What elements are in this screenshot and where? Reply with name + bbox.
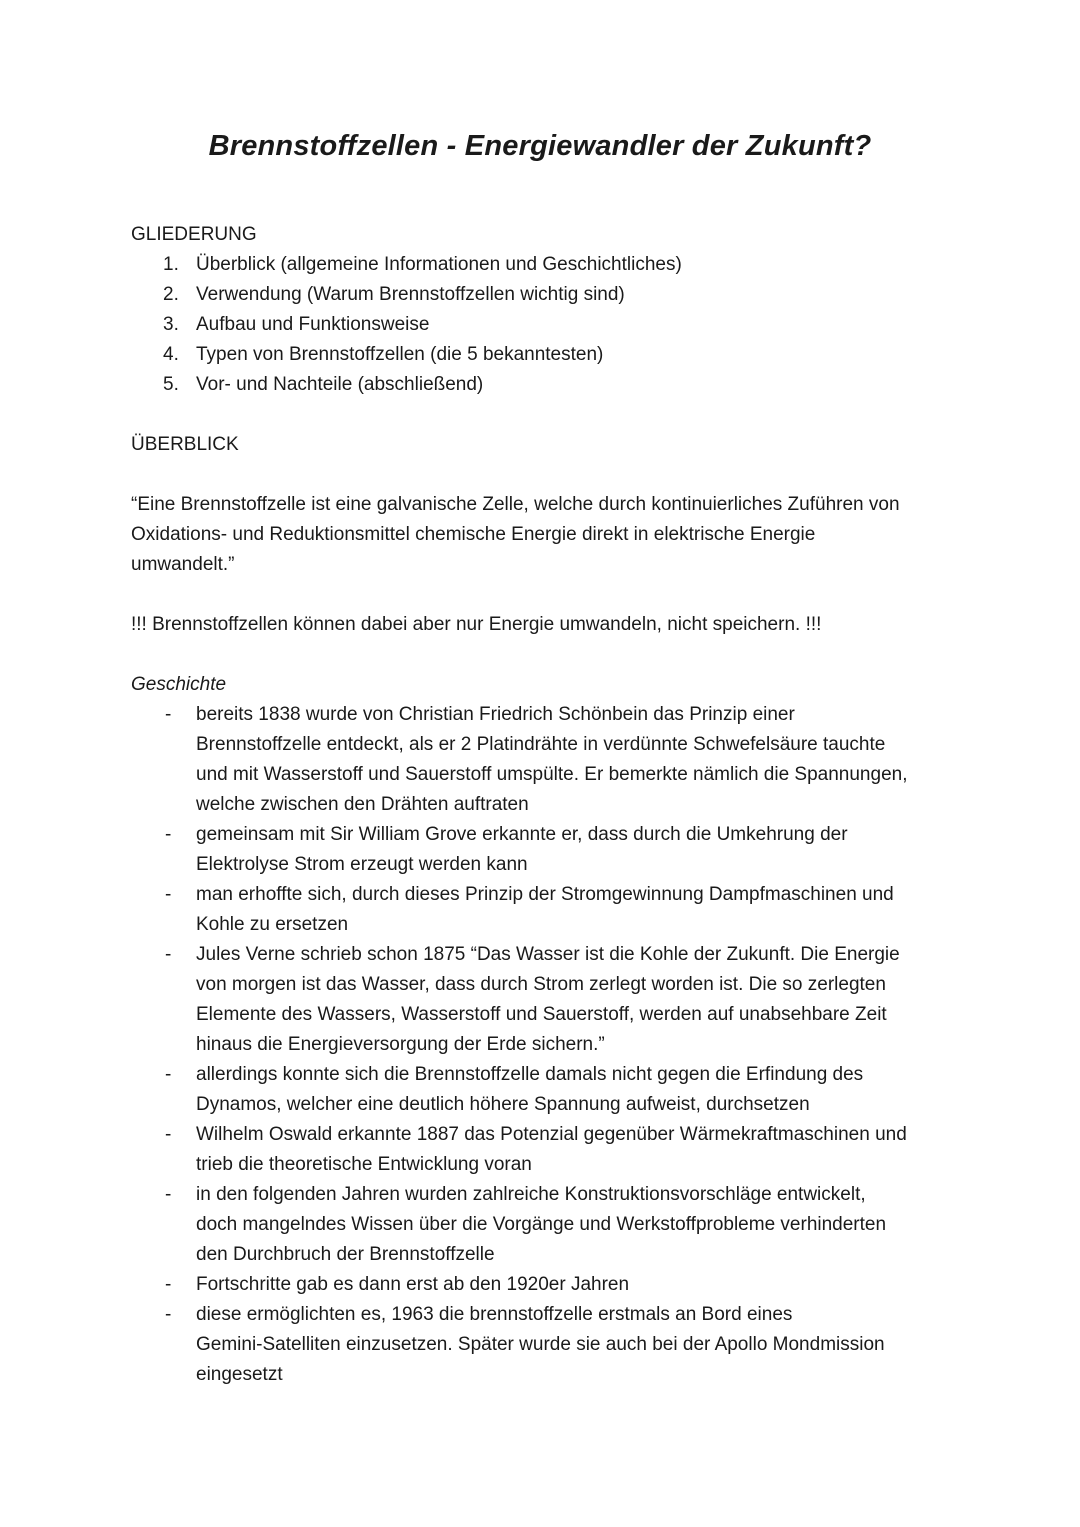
history-line: trieb die theoretische Entwicklung voran xyxy=(196,1154,532,1175)
definition-quote xyxy=(131,490,961,580)
dash-bullet: - xyxy=(165,1184,172,1205)
history-heading: Geschichte xyxy=(131,674,227,695)
history-line: allerdings konnte sich die Brennstoffzelle damals nicht gegen die Erfindung des xyxy=(196,1064,864,1085)
outline-list xyxy=(131,250,961,400)
history-line: Wilhelm Oswald erkannte 1887 das Potenzial gegenüber Wärmekraftmaschinen und xyxy=(196,1124,907,1145)
overview-heading: ÜBERBLICK xyxy=(131,434,239,455)
history-line: bereits 1838 wurde von Christian Friedrich Schönbein das Prinzip einer xyxy=(196,704,795,725)
dash-bullet: - xyxy=(165,824,172,845)
dash-bullet: - xyxy=(165,1274,172,1295)
document-body xyxy=(131,220,961,1390)
outline-item xyxy=(131,340,961,370)
history-line: von morgen ist das Wasser, dass durch Strom zerlegt worden ist. Die so zerlegten xyxy=(196,974,886,995)
outline-item xyxy=(131,250,961,280)
dash-bullet: - xyxy=(165,884,172,905)
history-line: welche zwischen den Drähten auftraten xyxy=(196,794,529,815)
history-line: in den folgenden Jahren wurden zahlreiche Konstruktionsvorschläge entwickelt, xyxy=(196,1184,866,1205)
history-line: Jules Verne schrieb schon 1875 “Das Wasser ist die Kohle der Zukunft. Die Energie xyxy=(196,944,900,965)
outline-item-text: Vor- und Nachteile (abschließend) xyxy=(196,374,484,395)
history-item xyxy=(131,1060,961,1120)
history-line: diese ermöglichten es, 1963 die brennstoffzelle erstmals an Bord eines xyxy=(196,1304,793,1325)
history-line: Elemente des Wassers, Wasserstoff und Sauerstoff, werden auf unabsehbare Zeit xyxy=(196,1004,887,1025)
history-item xyxy=(131,1120,961,1180)
history-line: Brennstoffzelle entdeckt, als er 2 Platindrähte in verdünnte Schwefelsäure tauchte xyxy=(196,734,886,755)
history-line: hinaus die Energieversorgung der Erde sichern.” xyxy=(196,1034,605,1055)
history-item xyxy=(131,1270,961,1300)
history-line: doch mangelndes Wissen über die Vorgänge und Werkstoffprobleme verhinderten xyxy=(196,1214,887,1235)
quote-line: umwandelt.” xyxy=(131,554,235,575)
outline-heading: GLIEDERUNG xyxy=(131,224,257,245)
history-line: Gemini-Satelliten einzusetzen. Später wurde sie auch bei der Apollo Mondmission xyxy=(196,1334,885,1355)
document-title: Brennstoffzellen - Energiewandler der Zukunft? xyxy=(208,130,872,162)
dash-bullet: - xyxy=(165,1064,172,1085)
quote-line: Oxidations- und Reduktionsmittel chemische Energie direkt in elektrische Energie xyxy=(131,524,816,545)
history-line: eingesetzt xyxy=(196,1364,283,1385)
warning-note: !!! Brennstoffzellen können dabei aber nur Energie umwandeln, nicht speichern. !!! xyxy=(131,614,822,635)
dash-bullet: - xyxy=(165,1124,172,1145)
outline-item-number: 2. xyxy=(163,284,179,305)
history-item xyxy=(131,700,961,820)
history-item xyxy=(131,1180,961,1270)
outline-item xyxy=(131,370,961,400)
history-item xyxy=(131,880,961,940)
outline-item-number: 3. xyxy=(163,314,179,335)
outline-item-number: 5. xyxy=(163,374,179,395)
outline-item-number: 1. xyxy=(163,254,179,275)
outline-item-number: 4. xyxy=(163,344,179,365)
history-line: Elektrolyse Strom erzeugt werden kann xyxy=(196,854,528,875)
history-line: Dynamos, welcher eine deutlich höhere Spannung aufweist, durchsetzen xyxy=(196,1094,810,1115)
outline-item xyxy=(131,310,961,340)
dash-bullet: - xyxy=(165,704,172,725)
history-line: und mit Wasserstoff und Sauerstoff umspülte. Er bemerkte nämlich die Spannungen, xyxy=(196,764,908,785)
history-line: gemeinsam mit Sir William Grove erkannte er, dass durch die Umkehrung der xyxy=(196,824,848,845)
outline-item-text: Typen von Brennstoffzellen (die 5 bekanntesten) xyxy=(196,344,604,365)
dash-bullet: - xyxy=(165,1304,172,1325)
history-line: Fortschritte gab es dann erst ab den 1920er Jahren xyxy=(196,1274,630,1295)
history-list xyxy=(131,700,961,1390)
outline-item-text: Verwendung (Warum Brennstoffzellen wichtig sind) xyxy=(196,284,625,305)
outline-item xyxy=(131,280,961,310)
history-line: man erhoffte sich, durch dieses Prinzip der Stromgewinnung Dampfmaschinen und xyxy=(196,884,894,905)
history-item xyxy=(131,820,961,880)
history-item xyxy=(131,940,961,1060)
quote-line: “Eine Brennstoffzelle ist eine galvanische Zelle, welche durch kontinuierliches Zuführen von xyxy=(131,494,900,515)
history-item xyxy=(131,1300,961,1390)
history-line: den Durchbruch der Brennstoffzelle xyxy=(196,1244,495,1265)
outline-item-text: Überblick (allgemeine Informationen und Geschichtliches) xyxy=(196,254,682,275)
outline-item-text: Aufbau und Funktionsweise xyxy=(196,314,430,335)
dash-bullet: - xyxy=(165,944,172,965)
history-line: Kohle zu ersetzen xyxy=(196,914,349,935)
